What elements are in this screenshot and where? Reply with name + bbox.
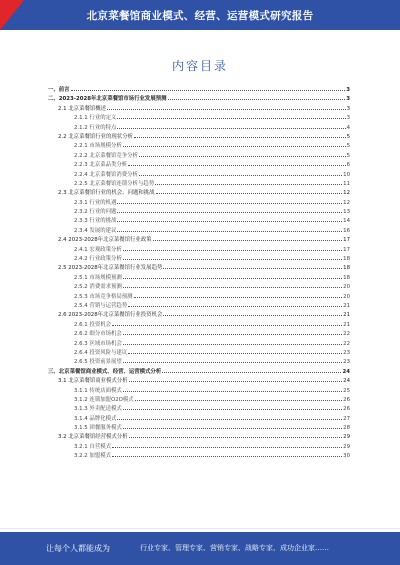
toc-dot-leader bbox=[117, 122, 345, 129]
toc-dot-leader bbox=[117, 197, 342, 204]
toc-page-number: 12 bbox=[343, 199, 350, 206]
toc-entry[interactable] bbox=[48, 281, 350, 290]
toc-entry-title: 2.5.3 市场竞争格局预测 bbox=[74, 293, 133, 300]
toc-entry-title: 2.6.2 细分市场机会 bbox=[74, 331, 122, 338]
toc-page-number: 28 bbox=[343, 425, 350, 432]
toc-entry[interactable] bbox=[48, 328, 350, 337]
toc-dot-leader bbox=[123, 422, 342, 429]
toc-page-number: 29 bbox=[343, 434, 350, 441]
toc-dot-leader bbox=[117, 206, 342, 213]
toc-page-number: 24 bbox=[343, 378, 350, 385]
toc-page-number: 3 bbox=[346, 105, 350, 112]
toc-entry[interactable] bbox=[48, 197, 350, 206]
toc-entry-title: 2.3.2 行业的问题 bbox=[74, 209, 117, 216]
toc-page-number: 22 bbox=[343, 331, 350, 338]
toc-page-number: 17 bbox=[343, 246, 350, 253]
toc-entry-title: 2.6.5 投资前景展望 bbox=[74, 359, 122, 366]
toc-dot-leader bbox=[123, 140, 346, 147]
toc-page-number: 10 bbox=[343, 171, 350, 178]
toc-dot-leader bbox=[156, 187, 343, 194]
toc-entry[interactable] bbox=[48, 93, 350, 102]
toc-dot-leader bbox=[123, 253, 342, 260]
table-of-contents bbox=[48, 84, 350, 460]
toc-entry[interactable] bbox=[48, 431, 350, 440]
toc-entry[interactable] bbox=[48, 319, 350, 328]
toc-page-number: 17 bbox=[343, 237, 350, 244]
toc-page-number: 26 bbox=[343, 396, 350, 403]
toc-dot-leader bbox=[128, 159, 345, 166]
toc-entry[interactable] bbox=[48, 385, 350, 394]
toc-entry[interactable] bbox=[48, 234, 350, 243]
toc-entry[interactable] bbox=[48, 272, 350, 281]
toc-page-number: 5 bbox=[346, 152, 350, 159]
toc-entry[interactable] bbox=[48, 178, 350, 187]
toc-entry[interactable] bbox=[48, 366, 350, 375]
toc-entry[interactable] bbox=[48, 215, 350, 224]
toc-entry-title: 2.5.2 消费需求预测 bbox=[74, 284, 122, 291]
toc-entry[interactable] bbox=[48, 169, 350, 178]
toc-dot-leader bbox=[117, 215, 342, 222]
toc-dot-leader bbox=[139, 150, 346, 157]
toc-entry-title: 2.5 2023-2028年北京菜餐馆行业发展趋势 bbox=[58, 265, 163, 272]
toc-dot-leader bbox=[155, 178, 342, 185]
toc-entry[interactable] bbox=[48, 441, 350, 450]
footer-slogan-left: 让每个人都能成为 bbox=[46, 544, 110, 553]
toc-page-number: 24 bbox=[342, 368, 350, 375]
toc-entry-title: 2.6 2023-2028年北京菜餐馆行业投资机会 bbox=[58, 312, 163, 319]
toc-dot-leader bbox=[163, 309, 342, 316]
toc-entry-title: 2.5.4 营销与运营趋势 bbox=[74, 302, 128, 309]
toc-entry-title: 2.6.3 区域市场机会 bbox=[74, 340, 122, 347]
toc-page-number: 18 bbox=[343, 256, 350, 263]
document-title: 北京菜餐馆商业模式、经营、运营模式研究报告 bbox=[86, 10, 314, 22]
toc-entry-title: 一、前言 bbox=[48, 87, 70, 93]
toc-entry-title: 3.1.3 外卖配送模式 bbox=[74, 406, 122, 413]
toc-entry-title: 2.5.1 市场规模预测 bbox=[74, 274, 122, 281]
toc-page-number: 25 bbox=[343, 387, 350, 394]
toc-entry[interactable] bbox=[48, 150, 350, 159]
toc-dot-leader bbox=[71, 84, 346, 91]
toc-page-number: 23 bbox=[343, 349, 350, 356]
toc-entry-title: 3.1.2 连锁加盟O2O模式 bbox=[74, 396, 134, 403]
toc-entry[interactable] bbox=[48, 356, 350, 365]
toc-dot-leader bbox=[117, 225, 342, 232]
toc-entry-title: 2.2.5 北京菜餐馆连锁分析与趋势 bbox=[74, 180, 155, 187]
toc-heading: 内容目录 bbox=[171, 59, 228, 73]
toc-entry[interactable] bbox=[48, 300, 350, 309]
page-header bbox=[0, 0, 400, 30]
toc-entry-title: 二、2023-2028年北京菜餐馆市场行业发展预测 bbox=[48, 96, 167, 103]
toc-entry[interactable] bbox=[48, 225, 350, 234]
page-footer bbox=[0, 532, 400, 565]
toc-page-number: 23 bbox=[343, 359, 350, 366]
toc-entry[interactable] bbox=[48, 206, 350, 215]
toc-entry[interactable] bbox=[48, 375, 350, 384]
toc-entry[interactable] bbox=[48, 244, 350, 253]
toc-page-number: 3 bbox=[346, 96, 350, 103]
toc-entry-title: 2.3 北京菜餐馆行业的机会、问题和挑战 bbox=[58, 190, 155, 197]
toc-dot-leader bbox=[129, 431, 343, 438]
toc-entry[interactable] bbox=[48, 103, 350, 112]
toc-page-number: 26 bbox=[343, 406, 350, 413]
toc-page-number: 18 bbox=[343, 265, 350, 272]
toc-entry[interactable] bbox=[48, 112, 350, 121]
toc-dot-leader bbox=[123, 385, 342, 392]
toc-entry[interactable] bbox=[48, 131, 350, 140]
toc-page-number: 16 bbox=[343, 227, 350, 234]
toc-entry-title: 2.3.1 行业的机遇 bbox=[74, 199, 117, 206]
toc-page-number: 27 bbox=[343, 415, 350, 422]
toc-entry[interactable] bbox=[48, 84, 350, 93]
toc-entry-title: 3.2 北京菜餐馆经营模式分析 bbox=[58, 434, 128, 441]
toc-dot-leader bbox=[117, 413, 342, 420]
toc-dot-leader bbox=[162, 366, 341, 373]
toc-entry-title: 3.1.5 团餐服务模式 bbox=[74, 425, 122, 432]
toc-dot-leader bbox=[123, 356, 342, 363]
toc-dot-leader bbox=[153, 234, 343, 241]
toc-page-number: 5 bbox=[346, 143, 350, 150]
toc-dot-leader bbox=[134, 131, 346, 138]
toc-entry-title: 3.2.2 加盟模式 bbox=[74, 453, 111, 460]
toc-entry-title: 2.6.4 投资风险与建议 bbox=[74, 349, 128, 356]
toc-entry[interactable] bbox=[48, 291, 350, 300]
toc-dot-leader bbox=[112, 441, 342, 448]
toc-dot-leader bbox=[135, 394, 342, 401]
toc-page-number: 6 bbox=[346, 162, 350, 169]
toc-entry-title: 2.4.1 宏观政策分析 bbox=[74, 246, 122, 253]
toc-entry-title: 2.2.3 北京菜品类分析 bbox=[74, 162, 128, 169]
toc-entry-title: 2.3.4 发展的建议 bbox=[74, 227, 117, 234]
toc-page-number: 12 bbox=[343, 190, 350, 197]
toc-dot-leader bbox=[129, 375, 343, 382]
toc-page-number: 18 bbox=[343, 274, 350, 281]
toc-page-number: 20 bbox=[343, 293, 350, 300]
toc-entry[interactable] bbox=[48, 159, 350, 168]
toc-dot-leader bbox=[112, 450, 342, 457]
toc-page-number: 13 bbox=[343, 209, 350, 216]
toc-entry-title: 2.3.3 行业的挑战 bbox=[74, 218, 117, 225]
toc-dot-leader bbox=[107, 103, 346, 110]
toc-entry-title: 三、北京菜餐馆商业模式、经营、运营模式分析 bbox=[48, 368, 162, 375]
toc-dot-leader bbox=[168, 93, 346, 100]
toc-page-number: 3 bbox=[346, 87, 350, 93]
toc-entry-title: 2.1.2 行业的特点 bbox=[74, 124, 117, 131]
toc-entry-title: 2.2.1 市场规模分析 bbox=[74, 143, 122, 150]
toc-dot-leader bbox=[123, 281, 342, 288]
toc-entry[interactable] bbox=[48, 450, 350, 459]
toc-page-number: 20 bbox=[343, 284, 350, 291]
toc-page-number: 11 bbox=[343, 180, 350, 187]
toc-entry-title: 2.2.2 北京菜餐馆竞争分析 bbox=[74, 152, 138, 159]
toc-entry[interactable] bbox=[48, 309, 350, 318]
toc-entry[interactable] bbox=[48, 422, 350, 431]
toc-dot-leader bbox=[123, 328, 342, 335]
toc-entry-title: 3.1.1 传统店面模式 bbox=[74, 387, 122, 394]
toc-entry-title: 2.1 北京菜餐馆概述 bbox=[58, 105, 107, 112]
toc-entry-title: 2.4.2 行业政策分析 bbox=[74, 256, 122, 263]
toc-page-number: 29 bbox=[343, 443, 350, 450]
toc-entry[interactable] bbox=[48, 338, 350, 347]
toc-dot-leader bbox=[123, 244, 342, 251]
toc-page-number: 30 bbox=[343, 453, 350, 460]
toc-entry-title: 2.2.4 北京菜餐馆消费分析 bbox=[74, 171, 138, 178]
toc-dot-leader bbox=[163, 262, 342, 269]
toc-entry[interactable] bbox=[48, 187, 350, 196]
toc-dot-leader bbox=[128, 300, 342, 307]
toc-entry[interactable] bbox=[48, 122, 350, 131]
toc-page-number: 21 bbox=[343, 321, 350, 328]
toc-page-number: 5 bbox=[346, 133, 350, 140]
toc-entry[interactable] bbox=[48, 347, 350, 356]
toc-dot-leader bbox=[112, 319, 342, 326]
toc-entry-title: 2.2 北京菜餐馆行业的现状分析 bbox=[58, 133, 133, 140]
toc-entry-title: 2.6.1 投资机会 bbox=[74, 321, 111, 328]
toc-entry[interactable] bbox=[48, 140, 350, 149]
toc-dot-leader bbox=[123, 272, 342, 279]
toc-dot-leader bbox=[128, 347, 342, 354]
toc-entry[interactable] bbox=[48, 403, 350, 412]
toc-dot-leader bbox=[123, 338, 342, 345]
toc-entry-title: 3.2.1 自营模式 bbox=[74, 443, 111, 450]
toc-page-number: 14 bbox=[343, 218, 350, 225]
toc-entry[interactable] bbox=[48, 413, 350, 422]
toc-entry-title: 3.1 北京菜餐馆商业模式分析 bbox=[58, 378, 128, 385]
toc-entry-title: 2.1.1 行业的定义 bbox=[74, 115, 117, 122]
toc-dot-leader bbox=[123, 403, 342, 410]
toc-page-number: 21 bbox=[343, 312, 350, 319]
toc-dot-leader bbox=[139, 169, 342, 176]
toc-entry-title: 3.1.4 品牌化模式 bbox=[74, 415, 117, 422]
toc-dot-leader bbox=[117, 112, 345, 119]
toc-entry-title: 2.4 2023-2028年北京菜餐馆行业政策 bbox=[58, 237, 152, 244]
toc-entry[interactable] bbox=[48, 262, 350, 271]
footer-divider bbox=[0, 528, 400, 529]
toc-page-number: 21 bbox=[343, 302, 350, 309]
toc-page-number: 3 bbox=[346, 115, 350, 122]
toc-entry[interactable] bbox=[48, 394, 350, 403]
toc-page-number: 22 bbox=[343, 340, 350, 347]
toc-page-number: 4 bbox=[346, 124, 350, 131]
footer-slogan-right: 行业专家、管理专家、营销专家、战略专家、成功企业家…… bbox=[140, 544, 329, 552]
toc-dot-leader bbox=[134, 291, 343, 298]
toc-entry[interactable] bbox=[48, 253, 350, 262]
